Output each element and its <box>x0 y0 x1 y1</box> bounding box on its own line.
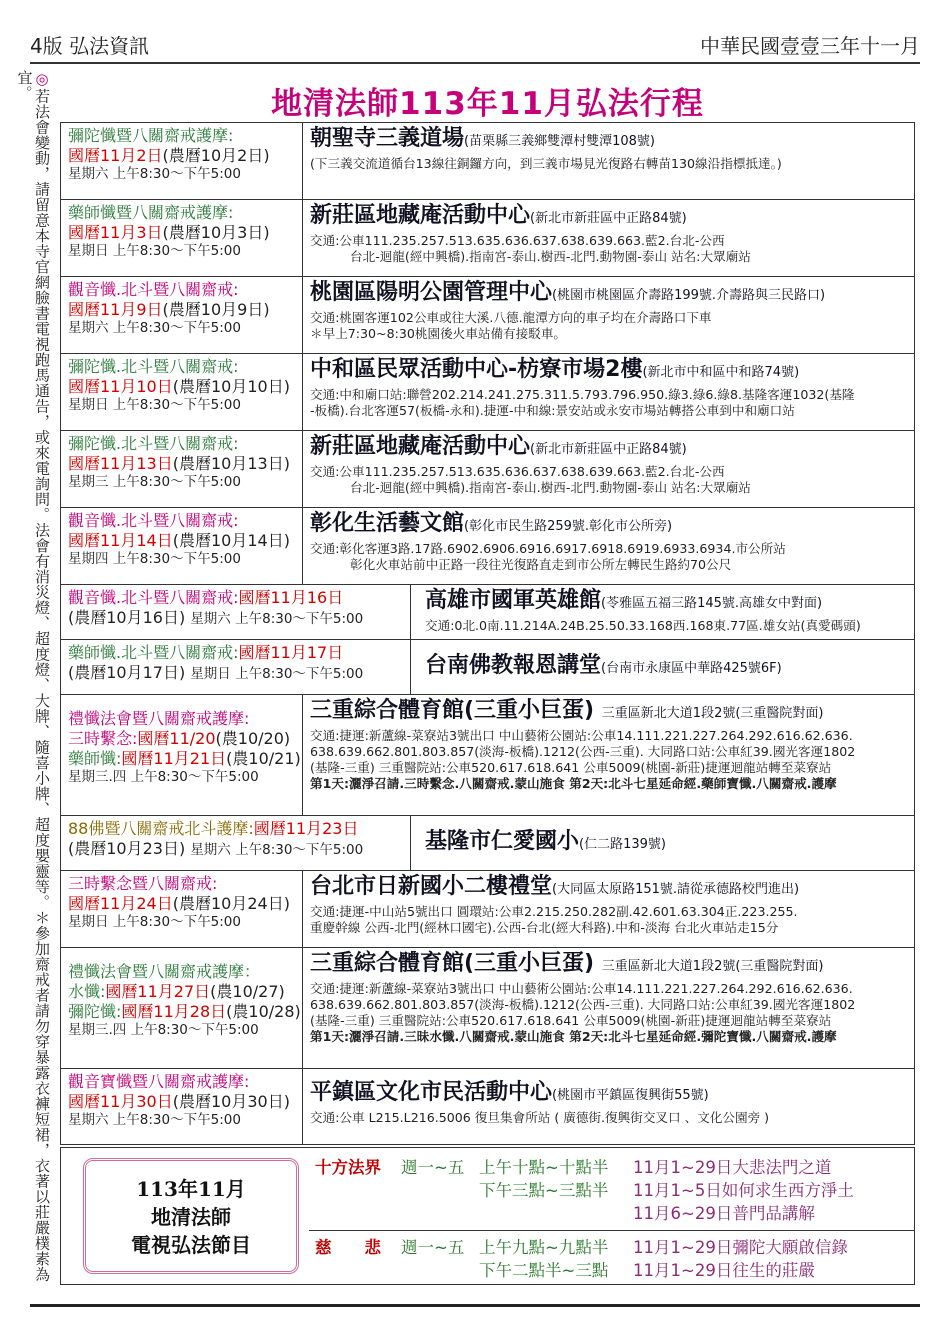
tv-schedule-title-box <box>83 1158 299 1274</box>
schedule-row <box>60 584 915 639</box>
solar-date: 國曆11月13日 <box>68 454 173 473</box>
lunar-date: (農曆10月13日) <box>172 454 290 473</box>
event-cell <box>61 816 411 870</box>
venue-name: 中和區民眾活動中心-枋寮市場2樓 <box>310 357 643 382</box>
event-time: 星期日 上午8:30～下午5:00 <box>68 914 241 930</box>
event-cell <box>61 431 303 507</box>
schedule-row <box>60 870 915 947</box>
lunar-date: (農10/21) <box>226 749 301 768</box>
page-section-label: 4版 弘法資訊 <box>30 34 150 58</box>
solar-date: 國曆11月30日 <box>68 1092 173 1111</box>
event-sub-name: 彌陀懺: <box>68 1002 122 1021</box>
transport-note: ＊早上7:30~8:30桃園後火車站備有接駁車。 <box>310 326 567 341</box>
tv-time: 上午九點~九點半 <box>479 1238 609 1257</box>
venue-address: (彰化市民生路259號.彰化市公所旁) <box>464 519 673 534</box>
schedule-row <box>60 430 915 507</box>
solar-date: 國曆11月2日 <box>68 146 163 165</box>
transport-info: 交通:公車111.235.257.513.635.636.637.638.639.663.藍2.台北-公西 <box>310 464 725 479</box>
transport-info: 交通:捷運:新蘆線-菜寮站3號出口 中山藝術公園站:公車14.111.221.227.264.292.616.62.636. <box>310 728 853 743</box>
venue-cell <box>411 585 914 639</box>
event-name: 禮懺法會暨八關齋戒護摩： <box>68 962 261 981</box>
venue-address: 三重區新北大道1段2號(三重醫院對面) <box>601 959 824 974</box>
venue-cell <box>303 200 914 276</box>
event-cell <box>61 354 303 430</box>
transport-info: 重慶幹線 公西-北門(經林口國宅).公西-台北(經大科路).中和-淡海 台北火車站走15分 <box>310 920 779 935</box>
venue-name: 平鎮區文化市民活動中心 <box>310 1080 553 1105</box>
event-name: 88佛暨八關齋戒北斗護摩: <box>68 819 254 838</box>
transport-info: 交通:公車 L215.L216.5006 復旦集會所站 ( 廣德街.復興街交叉口 、文化公園旁 ) <box>310 1110 770 1125</box>
event-sub-name: 三時繫念: <box>68 729 138 748</box>
transport-info: 交通:中和廟口站:聯營202.214.241.275.311.5.793.796.950.綠3.綠6.綠8.基隆客運1032(基隆 <box>310 387 855 402</box>
venue-name: 台南佛教報恩講堂 <box>425 653 602 678</box>
venue-address: 三重區新北大道1段2號(三重醫院對面) <box>601 706 824 721</box>
venue-name: 三重綜合體育館(三重小巨蛋) <box>310 698 595 723</box>
transport-info: (下三義交流道循台13線往銅鑼方向，到三義市場見光復路右轉苗130線沿指標抵達。) <box>310 156 782 171</box>
venue-address: (大同區太原路151號.請從承德路校門進出) <box>552 882 800 897</box>
program-info: 第1天:灑淨召請.三時繫念.八關齋戒.蒙山施食 第2天:北斗七星延命經.藥師寶懺.八關齋戒.護摩 <box>310 776 837 791</box>
transport-info: 交通:彰化客運3路.17路.6902.6906.6916.6917.6918.6919.6933.6934.市公所站 <box>310 541 786 556</box>
venue-cell <box>303 1069 914 1144</box>
venue-address: (桃園市平鎮區復興街55號) <box>552 1088 709 1103</box>
event-name: 彌陀懺暨八關齋戒護摩: <box>68 126 234 145</box>
venue-name: 三重綜合體育館(三重小巨蛋) <box>310 951 595 976</box>
tv-divider <box>309 1230 914 1231</box>
solar-date: 國曆11月28日 <box>121 1002 227 1021</box>
tv-program-table <box>309 1148 914 1284</box>
venue-cell <box>411 640 914 694</box>
tv-title-month: 113年11月 <box>136 1177 246 1201</box>
header-divider <box>30 62 920 64</box>
solar-date: 國曆11月14日 <box>68 531 173 550</box>
transport-info: -板橋).台北客運57(板橋-永和).捷運-中和線:景安站或永安市場站轉搭公車到中和廟口站 <box>310 403 795 418</box>
schedule-table <box>60 122 915 1145</box>
venue-cell <box>303 431 914 507</box>
tv-program: 11月1~29日彌陀大願啟信錄 <box>633 1238 848 1257</box>
venue-cell <box>303 695 914 815</box>
event-cell <box>61 508 303 584</box>
event-time: 星期六 上午8:30～下午5:00 <box>190 842 364 858</box>
event-time: 星期日 上午8:30～下午5:00 <box>190 666 364 682</box>
solar-date: 國曆11月24日 <box>68 894 173 913</box>
tv-time: 下午二點半~三點 <box>479 1261 609 1280</box>
schedule-row <box>60 199 915 276</box>
transport-info: 台北-迴龍(經中興橋).指南宮-泰山.樹西-北門.動物園-泰山 站名:大眾廟站 <box>350 480 751 495</box>
schedule-row <box>60 122 915 199</box>
event-cell <box>61 585 411 639</box>
solar-date: 國曆11月9日 <box>68 300 163 319</box>
side-notice <box>15 70 51 1300</box>
venue-name: 台北市日新國小二樓禮堂 <box>310 874 553 899</box>
lunar-date: (農曆10月3日) <box>162 223 270 242</box>
event-time: 星期六 上午8:30～下午5:00 <box>68 320 241 336</box>
venue-address: (新北市中和區中和路74號) <box>642 365 800 380</box>
event-name: 三時繫念暨八關齋戒: <box>68 874 218 893</box>
event-name: 觀音懺.北斗暨八關齋戒: <box>68 280 239 299</box>
event-name: 禮懺法會暨八關齋戒護摩: <box>68 709 250 728</box>
lunar-date: (農曆10月2日) <box>162 146 270 165</box>
schedule-row <box>60 507 915 584</box>
tv-title-master: 地清法師 <box>151 1205 231 1229</box>
transport-info: 638.639.662.801.803.857(淡海-板橋).1212(公西-三重). 大同路口站:公車紅39.國光客運1802 <box>310 997 856 1012</box>
venue-name: 新莊區地藏庵活動中心 <box>310 203 531 228</box>
program-info: 第1天:灑淨召請.三昧水懺.八關齋戒.蒙山施食 第2天:北斗七星延命經.彌陀寶懺.八關齋戒.護摩 <box>310 1029 837 1044</box>
event-sub-name: 藥師懺: <box>68 749 122 768</box>
issue-date: 中華民國壹壹三年十一月 <box>700 34 920 58</box>
schedule-row <box>60 1068 915 1145</box>
tv-channel: 慈 悲 <box>315 1238 381 1257</box>
lunar-date: (農10/27) <box>210 982 285 1001</box>
venue-address: (仁二路139號) <box>579 837 666 852</box>
event-cell <box>61 640 411 694</box>
transport-info: 彰化火車站前中正路一段往光復路直走到市公所左轉民生路約70公尺 <box>350 557 732 572</box>
transport-info: 台北-迴龍(經中興橋).指南宮-泰山.樹西-北門.動物園-泰山 站名:大眾廟站 <box>350 249 751 264</box>
transport-info: 交通:捷運:新蘆線-菜寮站3號出口 中山藝術公園站:公車14.111.221.227.264.292.616.62.636. <box>310 981 853 996</box>
transport-info: (基隆-三重) 三重醫院站:公車520.617.618.641 公車5009(桃園-新莊)捷運迴龍站轉至菜寮站 <box>310 1013 832 1028</box>
tv-title-program: 電視弘法節目 <box>131 1233 251 1257</box>
solar-date: 國曆11月21日 <box>121 749 227 768</box>
event-time: 星期六 上午8:30～下午5:00 <box>68 166 241 182</box>
venue-cell <box>411 816 914 870</box>
tv-program: 11月1~29日往生的莊嚴 <box>633 1261 815 1280</box>
venue-cell <box>303 354 914 430</box>
solar-date: 國曆11月10日 <box>68 377 173 396</box>
event-time: 星期三.四 上午8:30～下午5:00 <box>68 1022 259 1038</box>
page-title: 地清法師113年11月弘法行程 <box>271 86 704 122</box>
event-cell <box>61 277 303 353</box>
event-cell <box>61 123 303 199</box>
event-name: 彌陀懺.北斗暨八關齋戒: <box>68 434 239 453</box>
tv-schedule <box>60 1147 915 1285</box>
transport-info: (基隆-三重) 三重醫院站:公車520.617.618.641 公車5009(桃園-新莊)捷運迴龍站轉至菜寮站 <box>310 760 832 775</box>
venue-cell <box>303 948 914 1068</box>
event-time: 星期日 上午8:30～下午5:00 <box>68 243 241 259</box>
venue-cell <box>303 277 914 353</box>
event-cell <box>61 200 303 276</box>
event-time: 星期三.四 上午8:30～下午5:00 <box>68 769 259 785</box>
page-header <box>30 30 920 58</box>
venue-cell <box>303 123 914 199</box>
transport-info: 交通:桃園客運102公車或往大溪.八德.龍潭方向的車子均在介壽路口下車 <box>310 310 712 325</box>
event-cell <box>61 948 303 1068</box>
event-name: 藥師懺暨八關齋戒護摩: <box>68 203 234 222</box>
schedule-row <box>60 694 915 815</box>
transport-info: 交通:公車111.235.257.513.635.636.637.638.639.663.藍2.台北-公西 <box>310 233 725 248</box>
tv-program: 11月1~29日大悲法門之道 <box>633 1158 832 1177</box>
event-time: 星期日 上午8:30～下午5:00 <box>68 397 241 413</box>
event-time: 星期六 上午8:30～下午5:00 <box>190 611 364 627</box>
transport-info: 交通:0北.0南.11.214A.24B.25.50.33.168西.168東.77區.雄女站(真愛碼頭) <box>425 618 861 633</box>
schedule-row <box>60 276 915 353</box>
solar-date: 國曆11月16日 <box>238 588 344 607</box>
venue-name: 新莊區地藏庵活動中心 <box>310 434 531 459</box>
venue-address: (苓雅區五福三路145號.高雄女中對面) <box>601 596 823 611</box>
tv-time: 上午十點~十點半 <box>479 1158 609 1177</box>
venue-address: (新北市新莊區中正路84號) <box>530 211 687 226</box>
event-time: 星期三 上午8:30～下午5:00 <box>68 474 241 490</box>
venue-name: 基隆市仁愛國小 <box>425 829 580 854</box>
event-name: 觀音懺.北斗暨八關齋戒: <box>68 588 239 607</box>
lunar-date: (農10/20) <box>215 729 291 748</box>
notice-mark: ◎ <box>33 70 51 89</box>
solar-date: 國曆11/20 <box>137 729 216 748</box>
venue-address: (台南市永康區中華路425號6F) <box>601 661 782 676</box>
lunar-date: (農曆10月30日) <box>172 1092 290 1111</box>
venue-cell <box>303 871 914 947</box>
solar-date: 國曆11月17日 <box>238 643 344 662</box>
lunar-date: (農曆10月16日) <box>68 608 186 627</box>
schedule-row <box>60 639 915 694</box>
solar-date: 國曆11月23日 <box>253 819 359 838</box>
event-name: 觀音懺.北斗暨八關齋戒: <box>68 511 239 530</box>
venue-name: 朝聖寺三義道場 <box>310 126 465 151</box>
venue-name: 高雄市國軍英雄館 <box>425 588 602 613</box>
transport-info: 交通:捷運-中山站5號出口 圓環站:公車2.215.250.282副.42.601.63.304正.223.255. <box>310 904 798 919</box>
footer-rule <box>30 1304 920 1307</box>
event-time: 星期六 上午8:30～下午5:00 <box>68 1112 241 1128</box>
tv-days: 週一~五 <box>401 1238 465 1257</box>
event-name: 彌陀懺.北斗暨八關齋戒: <box>68 357 239 376</box>
schedule-row <box>60 353 915 430</box>
lunar-date: (農10/28) <box>226 1002 301 1021</box>
event-cell <box>61 1069 303 1144</box>
venue-name: 桃園區陽明公園管理中心 <box>310 280 553 305</box>
tv-program: 11月6~29日普門品講解 <box>633 1204 815 1223</box>
event-name: 觀音寶懺暨八關齋戒護摩: <box>68 1072 250 1091</box>
tv-program: 11月1~5日如何求生西方淨土 <box>633 1181 854 1200</box>
lunar-date: (農曆10月9日) <box>162 300 270 319</box>
lunar-date: (農曆10月14日) <box>172 531 290 550</box>
event-name: 藥師懺.北斗暨八關齋戒: <box>68 643 239 662</box>
solar-date: 國曆11月27日 <box>105 982 211 1001</box>
schedule-row <box>60 947 915 1068</box>
schedule-row <box>60 815 915 870</box>
lunar-date: (農曆10月10日) <box>172 377 290 396</box>
lunar-date: (農曆10月24日) <box>172 894 290 913</box>
tv-days: 週一~五 <box>401 1158 465 1177</box>
venue-address: (苗栗縣三義鄉雙潭村雙潭108號) <box>464 134 655 149</box>
venue-address: (桃園市桃園區介壽路199號.介壽路與三民路口) <box>552 288 826 303</box>
tv-time: 下午三點~三點半 <box>479 1181 609 1200</box>
notice-text: 若法會變動，請留意本寺官網臉書電視跑馬通告，或來電詢問。法會有消災燈、超度燈、大牌、隨喜小牌、超度嬰靈等。＊參加齋戒者請勿穿暴露衣褲短裙，衣著以莊嚴樸素為宜。 <box>15 70 51 1282</box>
event-cell <box>61 871 303 947</box>
venue-address: (新北市新莊區中正路84號) <box>530 442 687 457</box>
lunar-date: (農曆10月23日) <box>68 839 186 858</box>
solar-date: 國曆11月3日 <box>68 223 163 242</box>
event-time: 星期四 上午8:30～下午5:00 <box>68 551 241 567</box>
event-sub-name: 水懺: <box>68 982 106 1001</box>
venue-name: 彰化生活藝文館 <box>310 511 465 536</box>
venue-cell <box>303 508 914 584</box>
tv-channel: 十方法界 <box>315 1158 381 1177</box>
transport-info: 638.639.662.801.803.857(淡海-板橋).1212(公西-三重). 大同路口站:公車紅39.國光客運1802 <box>310 744 856 759</box>
lunar-date: (農曆10月17日) <box>68 663 186 682</box>
event-cell <box>61 695 303 815</box>
